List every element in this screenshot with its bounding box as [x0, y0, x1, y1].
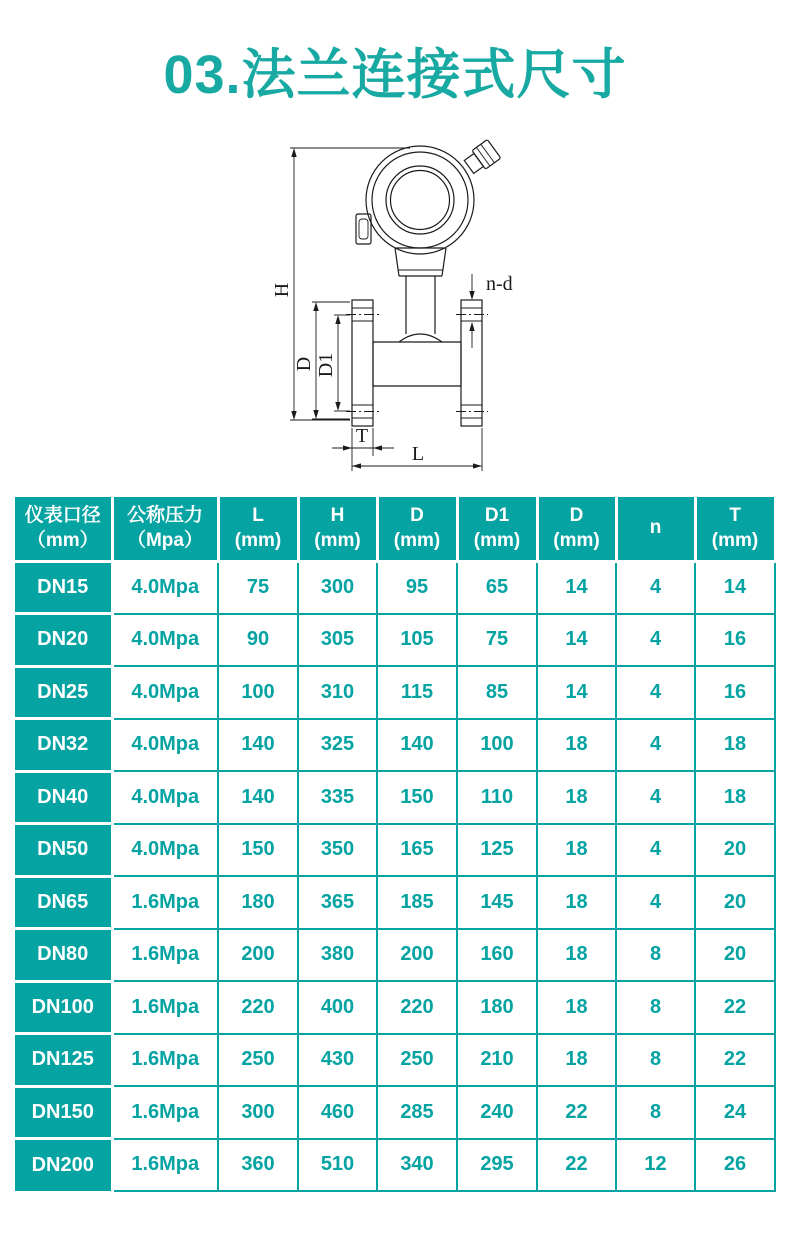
row-header-cell: DN100	[15, 981, 112, 1034]
col-header-T	[695, 497, 775, 561]
row-header-cell: DN25	[15, 666, 112, 719]
spec-value-cell: 240	[457, 1086, 537, 1139]
spec-value-cell: 150	[377, 771, 457, 824]
spec-value-cell: 75	[218, 561, 298, 614]
col-header-label: n	[649, 517, 662, 539]
col-header-label: T	[729, 504, 741, 526]
dim-label-d: D	[293, 356, 315, 372]
spec-value-cell: 510	[298, 1139, 377, 1192]
col-header-pressure	[112, 497, 218, 561]
table-row	[15, 876, 775, 929]
dim-label-h: H	[271, 282, 293, 298]
spec-value-cell: 185	[377, 876, 457, 929]
spec-value-cell: 160	[457, 929, 537, 982]
spec-value-cell: 18	[695, 771, 775, 824]
spec-value-cell: 380	[298, 929, 377, 982]
spec-value-cell: 90	[218, 614, 298, 667]
spec-value-cell: 180	[457, 981, 537, 1034]
spec-value-cell: 75	[457, 614, 537, 667]
spec-value-cell: 20	[695, 824, 775, 877]
spec-value-cell: 115	[377, 666, 457, 719]
spec-value-cell: 18	[537, 1034, 616, 1087]
spec-value-cell: 22	[695, 981, 775, 1034]
spec-value-cell: 4.0Mpa	[112, 614, 218, 667]
col-header-L	[218, 497, 298, 561]
dimension-L	[352, 428, 482, 471]
col-header-label: 公称压力	[126, 504, 203, 526]
spec-value-cell: 16	[695, 614, 775, 667]
spec-value-cell: 18	[537, 771, 616, 824]
spec-value-cell: 4	[616, 771, 695, 824]
spec-value-cell: 12	[616, 1139, 695, 1192]
spec-value-cell: 140	[218, 771, 298, 824]
spec-value-cell: 110	[457, 771, 537, 824]
col-header-unit: (mm)	[314, 530, 361, 552]
spec-value-cell: 145	[457, 876, 537, 929]
table-row	[15, 981, 775, 1034]
col-header-D1	[457, 497, 537, 561]
table-row	[15, 561, 775, 614]
col-header-n	[616, 497, 695, 561]
row-header-cell: DN80	[15, 929, 112, 982]
spec-value-cell: 300	[298, 561, 377, 614]
spec-value-cell: 14	[537, 561, 616, 614]
spec-value-cell: 4	[616, 666, 695, 719]
spec-value-cell: 4	[616, 561, 695, 614]
spec-value-cell: 4.0Mpa	[112, 666, 218, 719]
spec-value-cell: 1.6Mpa	[112, 1034, 218, 1087]
spec-value-cell: 305	[298, 614, 377, 667]
row-header-cell: DN150	[15, 1086, 112, 1139]
row-header-cell: DN20	[15, 614, 112, 667]
col-header-unit: (mm)	[393, 530, 441, 552]
spec-value-cell: 350	[298, 824, 377, 877]
flow-meter-drawing	[258, 124, 533, 496]
col-header-unit: (mm)	[553, 530, 600, 552]
spec-value-cell: 22	[695, 1034, 775, 1087]
spec-value-cell: 14	[537, 614, 616, 667]
spec-value-cell: 340	[377, 1139, 457, 1192]
spec-value-cell: 22	[537, 1139, 616, 1192]
table-row	[15, 719, 775, 772]
col-header-label: D	[410, 504, 424, 526]
spec-value-cell: 165	[377, 824, 457, 877]
spec-value-cell: 8	[616, 1086, 695, 1139]
spec-value-cell: 140	[218, 719, 298, 772]
spec-table-header	[15, 497, 775, 561]
spec-value-cell: 100	[218, 666, 298, 719]
col-header-label: H	[330, 504, 345, 526]
spec-value-cell: 4	[616, 614, 695, 667]
spec-value-cell: 250	[377, 1034, 457, 1087]
dimension-nd	[469, 273, 512, 348]
flow-meter-diagram	[258, 124, 533, 496]
spec-value-cell: 24	[695, 1086, 775, 1139]
spec-value-cell: 4	[616, 824, 695, 877]
spec-value-cell: 8	[616, 1034, 695, 1087]
spec-value-cell: 200	[377, 929, 457, 982]
spec-value-cell: 1.6Mpa	[112, 981, 218, 1034]
row-header-cell: DN200	[15, 1139, 112, 1192]
col-header-label: D	[569, 504, 584, 526]
col-header-D-bolt	[537, 497, 616, 561]
row-header-cell: DN15	[15, 561, 112, 614]
spec-value-cell: 18	[537, 981, 616, 1034]
dim-label-d1: D1	[315, 352, 337, 378]
spec-value-cell: 95	[377, 561, 457, 614]
table-row	[15, 1086, 775, 1139]
spec-value-cell: 250	[218, 1034, 298, 1087]
spec-value-cell: 1.6Mpa	[112, 876, 218, 929]
page-title: 03.法兰连接式尺寸	[163, 45, 627, 105]
col-header-D	[377, 497, 457, 561]
table-row	[15, 929, 775, 982]
col-header-unit: (mm)	[711, 530, 759, 552]
dim-label-nd: n-d	[486, 273, 513, 295]
spec-value-cell: 200	[218, 929, 298, 982]
transmitter-head	[366, 146, 474, 254]
spec-value-cell: 220	[218, 981, 298, 1034]
spec-value-cell: 18	[537, 719, 616, 772]
spec-value-cell: 16	[695, 666, 775, 719]
col-header-label: 仪表口径	[24, 504, 101, 526]
spec-value-cell: 22	[537, 1086, 616, 1139]
spec-value-cell: 400	[298, 981, 377, 1034]
spec-table-body	[15, 561, 775, 1191]
spec-value-cell: 310	[298, 666, 377, 719]
header-row	[15, 497, 775, 561]
spec-value-cell: 300	[218, 1086, 298, 1139]
table-row	[15, 1034, 775, 1087]
spec-value-cell: 4.0Mpa	[112, 824, 218, 877]
spec-value-cell: 85	[457, 666, 537, 719]
spec-value-cell: 210	[457, 1034, 537, 1087]
spec-value-cell: 8	[616, 929, 695, 982]
col-header-unit: （mm）	[26, 530, 99, 552]
col-header-unit: (mm)	[473, 530, 521, 552]
spec-value-cell: 18	[537, 876, 616, 929]
spec-value-cell: 335	[298, 771, 377, 824]
spec-value-cell: 14	[695, 561, 775, 614]
col-header-label: D1	[484, 504, 510, 526]
row-header-cell: DN40	[15, 771, 112, 824]
spec-value-cell: 360	[218, 1139, 298, 1192]
spec-value-cell: 1.6Mpa	[112, 929, 218, 982]
col-header-unit: (mm)	[234, 530, 282, 552]
spec-value-cell: 18	[537, 929, 616, 982]
table-row	[15, 824, 775, 877]
spec-value-cell: 4	[616, 876, 695, 929]
spec-value-cell: 285	[377, 1086, 457, 1139]
spec-value-cell: 325	[298, 719, 377, 772]
dim-label-l: L	[411, 443, 425, 465]
cable-gland	[462, 139, 501, 176]
spec-value-cell: 180	[218, 876, 298, 929]
spec-value-cell: 20	[695, 876, 775, 929]
spec-value-cell: 220	[377, 981, 457, 1034]
spec-value-cell: 1.6Mpa	[112, 1086, 218, 1139]
spec-value-cell: 365	[298, 876, 377, 929]
flange-left	[346, 300, 379, 426]
spec-value-cell: 105	[377, 614, 457, 667]
row-header-cell: DN65	[15, 876, 112, 929]
table-row	[15, 1139, 775, 1192]
table-row	[15, 614, 775, 667]
dim-label-t: T	[355, 425, 369, 447]
spec-value-cell: 14	[537, 666, 616, 719]
spec-value-cell: 26	[695, 1139, 775, 1192]
spec-value-cell: 100	[457, 719, 537, 772]
spec-value-cell: 125	[457, 824, 537, 877]
row-header-cell: DN125	[15, 1034, 112, 1087]
row-header-cell: DN32	[15, 719, 112, 772]
dimension-spec-table	[15, 497, 777, 1192]
spec-value-cell: 8	[616, 981, 695, 1034]
row-header-cell: DN50	[15, 824, 112, 877]
spec-value-cell: 295	[457, 1139, 537, 1192]
dimension-H	[271, 148, 410, 420]
table-row	[15, 666, 775, 719]
spec-value-cell: 4	[616, 719, 695, 772]
dimension-D1	[315, 315, 350, 411]
col-header-diameter	[15, 497, 112, 561]
spec-value-cell: 65	[457, 561, 537, 614]
flange-right	[456, 300, 488, 426]
spec-value-cell: 150	[218, 824, 298, 877]
spec-value-cell: 18	[537, 824, 616, 877]
spec-value-cell: 18	[695, 719, 775, 772]
col-header-unit: （Mpa）	[126, 530, 203, 552]
dimension-T	[332, 425, 394, 471]
col-header-H	[298, 497, 377, 561]
neck	[395, 248, 446, 342]
spec-value-cell: 4.0Mpa	[112, 561, 218, 614]
col-header-label: L	[252, 504, 264, 526]
table-row	[15, 771, 775, 824]
spec-value-cell: 430	[298, 1034, 377, 1087]
spec-value-cell: 4.0Mpa	[112, 719, 218, 772]
spec-value-cell: 460	[298, 1086, 377, 1139]
spec-value-cell: 140	[377, 719, 457, 772]
spec-value-cell: 4.0Mpa	[112, 771, 218, 824]
spec-value-cell: 20	[695, 929, 775, 982]
spec-value-cell: 1.6Mpa	[112, 1139, 218, 1192]
meter-body	[373, 342, 461, 386]
